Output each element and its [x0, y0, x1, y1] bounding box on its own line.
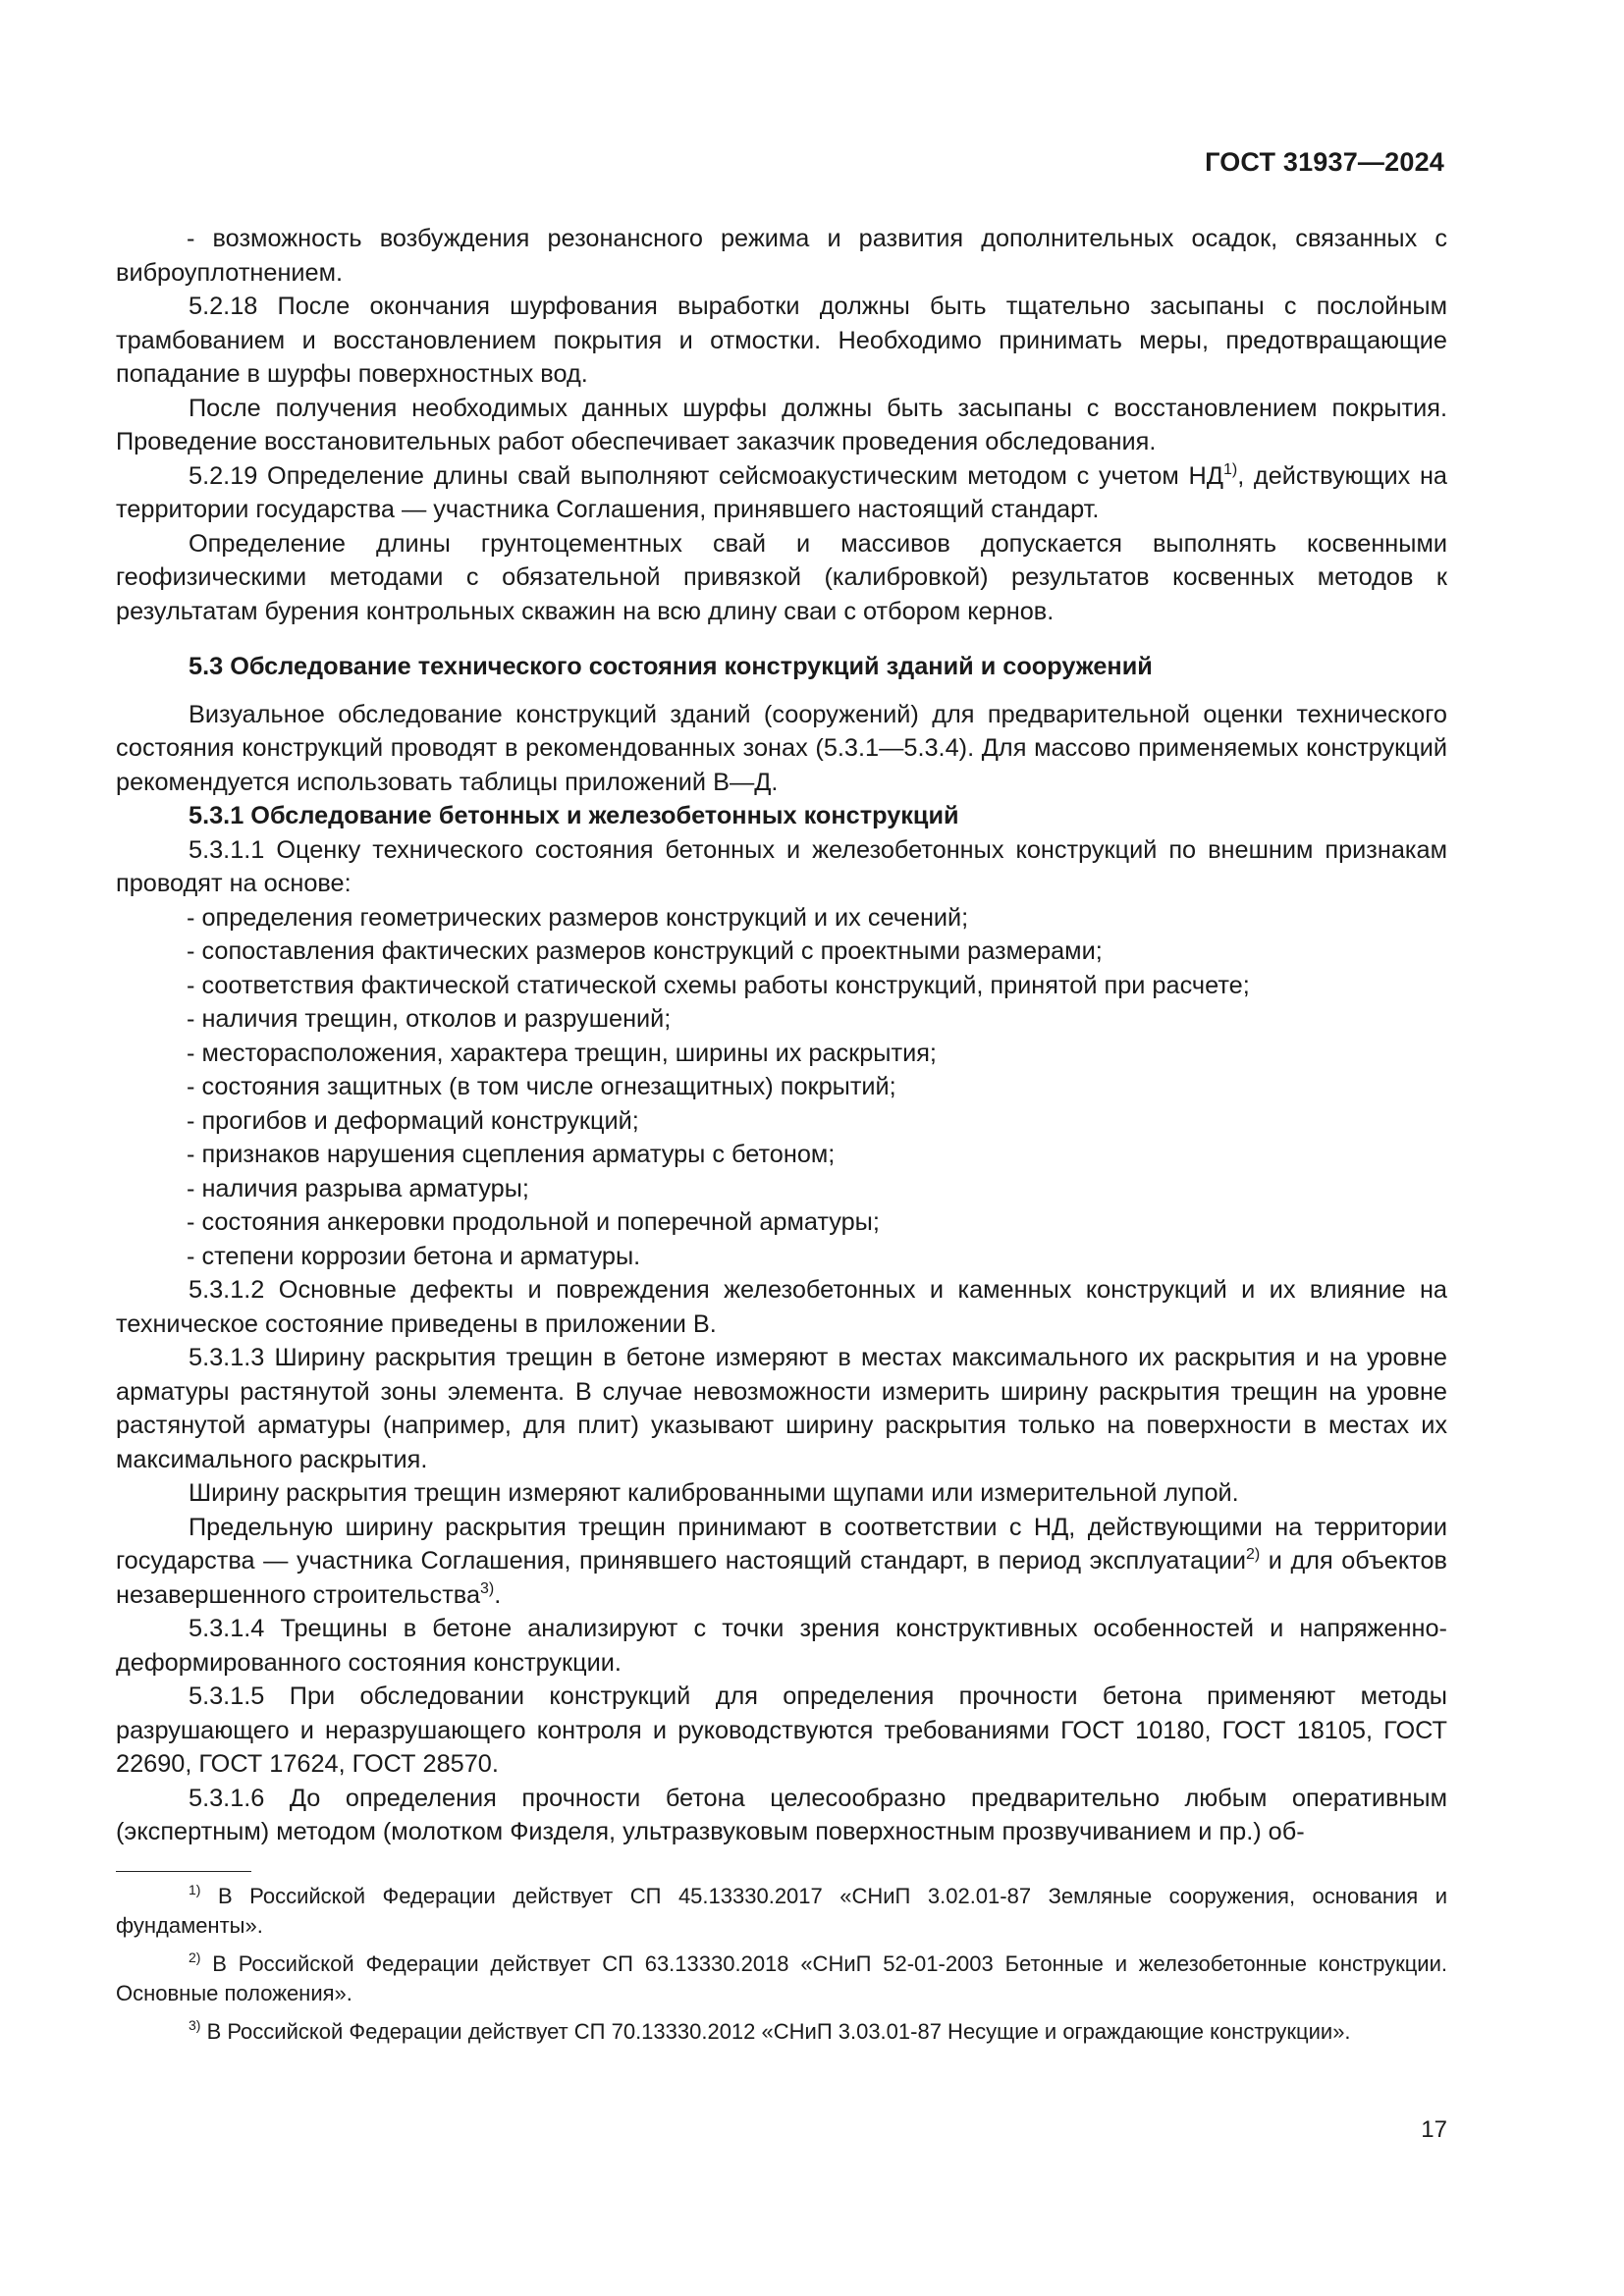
- list-item: - прогибов и деформаций конструкций;: [187, 1106, 639, 1135]
- page-number: 17: [1421, 2116, 1447, 2143]
- paragraph-5-3-1-3: 5.3.1.3 Ширину раскрытия трещин в бетоне измеряют в местах максимального их раскрытия и на уровне арматуры растянутой зоны элемента. В случае невозможности измерить ширину раскрытия трещин на уровне растянутой арматуры (например, для плит) указывают ширину раскрытия только на поверхности в местах их максимального раскрытия.: [116, 1344, 1447, 1473]
- text-run: , действующих на территории государства — участника Соглашения, принявшего настоящий стандарт.: [116, 461, 1447, 523]
- paragraph-5-2-18: 5.2.18 После окончания шурфования выработки должны быть тщательно засыпаны с послойным трамбованием и восстановлением покрытия и отмостки. Необходимо принимать меры, предотвращающие попадание в шурфы поверхностных вод.: [116, 293, 1447, 388]
- paragraph-5-3-1-6: 5.3.1.6 До определения прочности бетона целесообразно предварительно любым оперативным (экспертным) методом (молотком Физделя, ультразвуковым поверхностным прозвучиванием и пр.) об-: [116, 1784, 1447, 1845]
- footnote-text: В Российской Федерации действует СП 63.13330.2018 «СНиП 52-01-2003 Бетонные и железобетонные конструкции. Основные положения».: [116, 1951, 1447, 2005]
- footnote-ref: 2): [1245, 1546, 1261, 1563]
- paragraph-5-3-1-4: 5.3.1.4 Трещины в бетоне анализируют с точки зрения конструктивных особенностей и напряженно-деформированного состояния конструкции.: [116, 1615, 1447, 1677]
- footnote: [116, 2017, 1447, 2047]
- footnote-ref: 1): [1222, 460, 1238, 478]
- text-run: 5.2.19 Определение длины свай выполняют сейсмоакустическим методом с учетом НД: [189, 461, 1223, 490]
- footnote-ref: 3): [480, 1579, 495, 1597]
- footnote-text: В Российской Федерации действует СП 45.13330.2017 «СНиП 3.02.01-87 Земляные сооружения, основания и фундаменты».: [116, 1884, 1447, 1938]
- list-item: - признаков нарушения сцепления арматуры с бетоном;: [187, 1141, 836, 1168]
- text-run: Предельную ширину раскрытия трещин принимают в соответствии с НД, действующими на территории государства — участника Соглашения, принявшего настоящий стандарт, в период эксплуатации: [116, 1513, 1447, 1575]
- list-item: - соответствия фактической статической схемы работы конструкций, принятой при расчете;: [187, 971, 1250, 999]
- paragraph: После получения необходимых данных шурфы должны быть засыпаны с восстановлением покрытия. Проведение восстановительных работ обеспечивает заказчик проведения обследования.: [116, 394, 1447, 455]
- subsection-heading-5-3-1: 5.3.1 Обследование бетонных и железобетонных конструкций: [189, 802, 959, 829]
- paragraph-5-2-19: [116, 459, 1447, 527]
- footnote: [116, 1949, 1447, 2007]
- list-item: - определения геометрических размеров конструкций и их сечений;: [187, 903, 969, 932]
- document-header: ГОСТ 31937—2024: [1205, 147, 1444, 177]
- document-body: [116, 222, 1447, 1849]
- section-heading-5-3: 5.3 Обследование технического состояния конструкций зданий и сооружений: [189, 653, 1153, 680]
- text-run: и для объектов незавершенного строительства: [116, 1547, 1447, 1609]
- text-run: .: [494, 1580, 502, 1609]
- footnote-mark: 3): [189, 2017, 201, 2033]
- footnote-text: В Российской Федерации действует СП 70.13330.2012 «СНиП 3.03.01-87 Несущие и ограждающие конструкции».: [200, 2019, 1351, 2044]
- footnote-separator: [116, 1871, 251, 1872]
- list-item: - месторасположения, характера трещин, ширины их раскрытия;: [187, 1039, 937, 1067]
- list-item: - состояния защитных (в том числе огнезащитных) покрытий;: [187, 1073, 896, 1100]
- paragraph: [116, 1511, 1447, 1613]
- paragraph-5-3-1-5: 5.3.1.5 При обследовании конструкций для определения прочности бетона применяют методы разрушающего и неразрушающего контроля и руководствуются требованиями ГОСТ 10180, ГОСТ 18105, ГОСТ 22690, ГОСТ 17624, ГОСТ 28570.: [116, 1682, 1447, 1778]
- list-item: - состояния анкеровки продольной и поперечной арматуры;: [187, 1208, 880, 1236]
- footnote-mark: 1): [189, 1882, 201, 1897]
- list-item: - наличия разрыва арматуры;: [187, 1174, 529, 1202]
- paragraph-5-3-1-1: 5.3.1.1 Оценку технического состояния бетонных и железобетонных конструкций по внешним признакам проводят на основе:: [116, 835, 1447, 897]
- list-item: - степени коррозии бетона и арматуры.: [187, 1242, 641, 1270]
- list-item: - наличия трещин, отколов и разрушений;: [187, 1005, 672, 1033]
- footnote-mark: 2): [189, 1949, 201, 1965]
- paragraph-5-3-1-2: 5.3.1.2 Основные дефекты и повреждения железобетонных и каменных конструкций и их влияние на техническое состояние приведены в приложении В.: [116, 1276, 1447, 1338]
- paragraph: Определение длины грунтоцементных свай и массивов допускается выполнять косвенными геофизическими методами с обязательной привязкой (калибровкой) результатов косвенных методов к результатам бурения контрольных скважин на всю длину сваи с отбором кернов.: [116, 529, 1447, 625]
- list-item: - сопоставления фактических размеров конструкций с проектными размерами;: [187, 937, 1103, 965]
- paragraph: Ширину раскрытия трещин измеряют калиброванными щупами или измерительной лупой.: [189, 1479, 1239, 1507]
- footnotes: [116, 1882, 1447, 2056]
- paragraph: - возможность возбуждения резонансного режима и развития дополнительных осадок, связанных с виброуплотнением.: [116, 225, 1447, 287]
- paragraph: Визуальное обследование конструкций зданий (сооружений) для предварительной оценки технического состояния конструкций проводят в рекомендованных зонах (5.3.1—5.3.4). Для массово применяемых конструкций рекомендуется использовать таблицы приложений В—Д.: [116, 700, 1447, 796]
- footnote: [116, 1882, 1447, 1940]
